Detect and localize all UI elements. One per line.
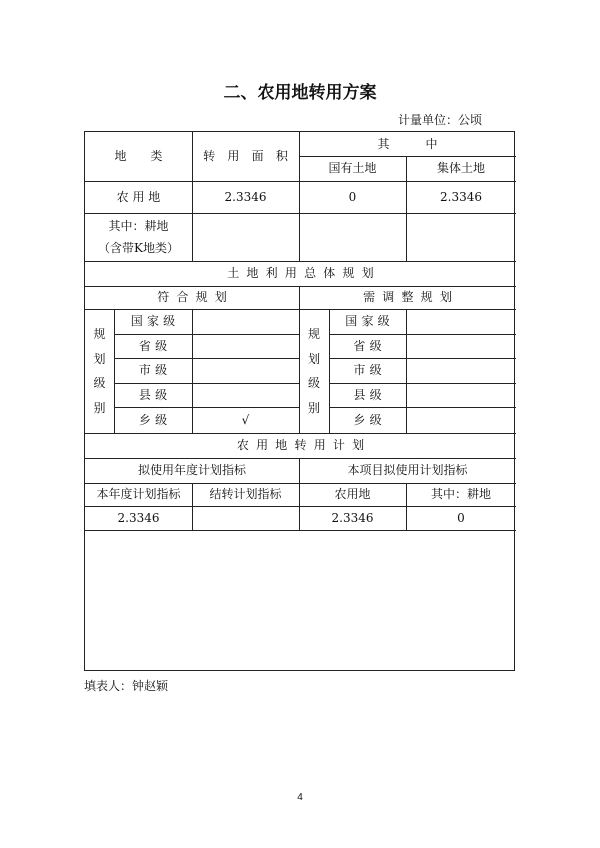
header-collective-land: 集体土地 [436, 161, 485, 175]
arable-label [85, 213, 192, 261]
value-farmland: 2.3346 [331, 510, 374, 525]
measurement-unit: 计量单位：公顷 [397, 113, 482, 127]
conform-mark-city [192, 358, 299, 383]
header-land-type: 地 类 [114, 149, 163, 163]
header-conversion-area: 转 用 面 积 [203, 149, 293, 163]
adjust-level-county: 县级 [353, 387, 386, 402]
adjust-level-national: 国家级 [345, 314, 394, 328]
page-title: 二、农用地转用方案 [223, 83, 377, 103]
farmland-collective: 2.3346 [440, 189, 482, 204]
col-carryover-quota: 结转计划指标 [209, 487, 282, 501]
arable-label-line1: 其中：耕地 [108, 219, 169, 233]
col-current-year-quota: 本年度计划指标 [96, 487, 181, 501]
header-state-land: 国有土地 [328, 161, 377, 175]
adjust-level-city: 市级 [353, 363, 386, 377]
adjust-level-township: 乡级 [353, 412, 386, 427]
plan-level-label-left: 规 划 级 别 [93, 327, 106, 415]
value-arable: 0 [457, 510, 465, 525]
adjust-level-province: 省级 [353, 338, 386, 353]
adjust-plan-header: 需调整规划 [363, 290, 460, 304]
project-quota-header: 本项目拟使用计划指标 [347, 463, 468, 477]
value-carryover-quota [192, 506, 299, 530]
col-farmland: 农用地 [334, 487, 371, 501]
conform-plan-header: 符合规划 [157, 290, 234, 304]
conform-mark-province [192, 334, 299, 358]
plan-level-label-right: 规 划 级 别 [307, 327, 320, 415]
farmland-label: 农 用 地 [116, 189, 161, 204]
land-conversion-table [84, 131, 515, 671]
conform-level-province: 省级 [138, 338, 172, 353]
form-filler: 填表人：钟赵颖 [84, 679, 169, 693]
col-arable: 其中：耕地 [430, 487, 491, 501]
header-of-which: 其 中 [377, 136, 438, 151]
conform-level-city: 市级 [138, 363, 172, 377]
farmland-state: 0 [348, 189, 357, 204]
conform-mark-township: √ [241, 412, 250, 427]
plan-section-title: 土地利用总体规划 [227, 266, 381, 280]
conform-mark-national [192, 309, 299, 334]
conform-mark-county [192, 383, 299, 407]
conform-level-county: 县级 [138, 387, 172, 402]
page-number: 4 [297, 792, 303, 803]
arable-label-line2: （含带K地类） [98, 241, 179, 255]
farmland-area: 2.3346 [224, 189, 267, 204]
conversion-plan-title: 农用地转用计划 [236, 438, 372, 452]
annual-quota-header: 拟使用年度计划指标 [137, 463, 246, 477]
conform-level-national: 国家级 [130, 314, 180, 328]
conform-level-township: 乡级 [138, 412, 172, 427]
value-current-year-quota: 2.3346 [117, 510, 160, 525]
